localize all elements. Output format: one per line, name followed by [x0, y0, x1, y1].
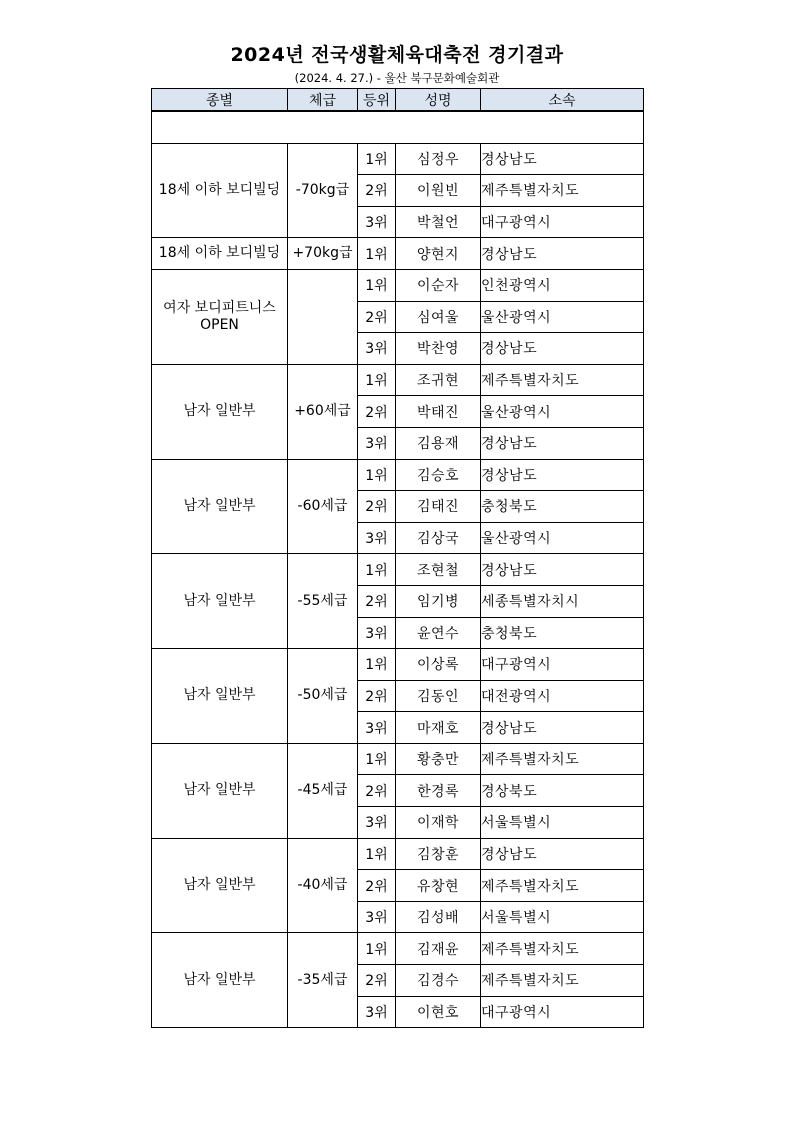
affiliation-cell: 경상남도: [481, 143, 644, 175]
class-cell: +70kg급: [288, 238, 358, 270]
name-cell: 양현지: [396, 238, 481, 270]
rank-cell: 3위: [358, 996, 396, 1028]
header-row: [152, 89, 644, 112]
results-table: [151, 88, 644, 1028]
name-cell: 박태진: [396, 396, 481, 428]
event-cell: 여자 보디피트니스 OPEN: [152, 269, 288, 364]
name-cell: 김승호: [396, 459, 481, 491]
event-cell: 남자 일반부: [152, 838, 288, 933]
table-row: [152, 649, 644, 681]
name-cell: 김용재: [396, 427, 481, 459]
affiliation-cell: 경상남도: [481, 427, 644, 459]
affiliation-cell: 세종특별자치시: [481, 585, 644, 617]
header-name: 성명: [396, 89, 481, 112]
event-cell: 18세 이하 보디빌딩: [152, 238, 288, 270]
event-cell: 남자 일반부: [152, 933, 288, 1028]
class-cell: -60세급: [288, 459, 358, 554]
name-cell: 김창훈: [396, 838, 481, 870]
table-row: [152, 143, 644, 175]
class-cell: -40세급: [288, 838, 358, 933]
rank-cell: 1위: [358, 364, 396, 396]
table-row: [152, 554, 644, 586]
affiliation-cell: 대구광역시: [481, 996, 644, 1028]
results-body: [152, 111, 644, 1028]
page-title: 2024년 전국생활체육대축전 경기결과: [230, 44, 564, 66]
name-cell: 이상록: [396, 649, 481, 681]
table-row: [152, 269, 644, 301]
table-row: [152, 459, 644, 491]
class-cell: [288, 269, 358, 364]
name-cell: 마재호: [396, 712, 481, 744]
affiliation-cell: 울산광역시: [481, 522, 644, 554]
affiliation-cell: 제주특별자치도: [481, 870, 644, 902]
rank-cell: 2위: [358, 870, 396, 902]
rank-cell: 2위: [358, 585, 396, 617]
affiliation-cell: 제주특별자치도: [481, 175, 644, 207]
affiliation-cell: 경상남도: [481, 838, 644, 870]
name-cell: 김성배: [396, 901, 481, 933]
table-row: [152, 933, 644, 965]
rank-cell: 1위: [358, 459, 396, 491]
spacer-row: [152, 111, 644, 143]
table-row: [152, 838, 644, 870]
class-cell: -50세급: [288, 649, 358, 744]
affiliation-cell: 경상남도: [481, 333, 644, 365]
affiliation-cell: 경상북도: [481, 775, 644, 807]
rank-cell: 1위: [358, 269, 396, 301]
class-cell: +60세급: [288, 364, 358, 459]
rank-cell: 3위: [358, 427, 396, 459]
affiliation-cell: 제주특별자치도: [481, 965, 644, 997]
class-cell: -70kg급: [288, 143, 358, 238]
affiliation-cell: 충청북도: [481, 617, 644, 649]
table-row: [152, 238, 644, 270]
affiliation-cell: 경상남도: [481, 712, 644, 744]
affiliation-cell: 경상남도: [481, 238, 644, 270]
affiliation-cell: 대구광역시: [481, 649, 644, 681]
event-cell: 남자 일반부: [152, 459, 288, 554]
rank-cell: 2위: [358, 680, 396, 712]
affiliation-cell: 대전광역시: [481, 680, 644, 712]
rank-cell: 3위: [358, 901, 396, 933]
rank-cell: 3위: [358, 712, 396, 744]
affiliation-cell: 제주특별자치도: [481, 364, 644, 396]
name-cell: 박철언: [396, 206, 481, 238]
name-cell: 이원빈: [396, 175, 481, 207]
rank-cell: 2위: [358, 301, 396, 333]
name-cell: 한경록: [396, 775, 481, 807]
affiliation-cell: 인천광역시: [481, 269, 644, 301]
table-row: [152, 743, 644, 775]
name-cell: 김상국: [396, 522, 481, 554]
event-cell: 18세 이하 보디빌딩: [152, 143, 288, 238]
header-rank: 등위: [358, 89, 396, 112]
rank-cell: 2위: [358, 491, 396, 523]
rank-cell: 1위: [358, 743, 396, 775]
name-cell: 김경수: [396, 965, 481, 997]
rank-cell: 3위: [358, 333, 396, 365]
name-cell: 임기병: [396, 585, 481, 617]
class-cell: -55세급: [288, 554, 358, 649]
rank-cell: 3위: [358, 807, 396, 839]
affiliation-cell: 울산광역시: [481, 301, 644, 333]
name-cell: 조귀현: [396, 364, 481, 396]
rank-cell: 3위: [358, 617, 396, 649]
class-cell: -45세급: [288, 743, 358, 838]
header-affiliation: 소속: [481, 89, 644, 112]
affiliation-cell: 경상남도: [481, 554, 644, 586]
table-row: [152, 364, 644, 396]
affiliation-cell: 대구광역시: [481, 206, 644, 238]
rank-cell: 3위: [358, 206, 396, 238]
name-cell: 윤연수: [396, 617, 481, 649]
name-cell: 김태진: [396, 491, 481, 523]
name-cell: 박찬영: [396, 333, 481, 365]
rank-cell: 3위: [358, 522, 396, 554]
name-cell: 심정우: [396, 143, 481, 175]
name-cell: 조현철: [396, 554, 481, 586]
affiliation-cell: 경상남도: [481, 459, 644, 491]
affiliation-cell: 울산광역시: [481, 396, 644, 428]
event-cell: 남자 일반부: [152, 554, 288, 649]
affiliation-cell: 서울특별시: [481, 901, 644, 933]
name-cell: 이순자: [396, 269, 481, 301]
rank-cell: 2위: [358, 175, 396, 207]
rank-cell: 1위: [358, 933, 396, 965]
name-cell: 김재윤: [396, 933, 481, 965]
name-cell: 유창현: [396, 870, 481, 902]
name-cell: 심여울: [396, 301, 481, 333]
rank-cell: 1위: [358, 238, 396, 270]
name-cell: 이현호: [396, 996, 481, 1028]
rank-cell: 2위: [358, 775, 396, 807]
affiliation-cell: 서울특별시: [481, 807, 644, 839]
rank-cell: 1위: [358, 649, 396, 681]
header-event: 종별: [152, 89, 288, 112]
name-cell: 김동인: [396, 680, 481, 712]
affiliation-cell: 충청북도: [481, 491, 644, 523]
rank-cell: 2위: [358, 965, 396, 997]
event-cell: 남자 일반부: [152, 743, 288, 838]
rank-cell: 1위: [358, 554, 396, 586]
event-cell: 남자 일반부: [152, 364, 288, 459]
name-cell: 이재학: [396, 807, 481, 839]
rank-cell: 1위: [358, 838, 396, 870]
name-cell: 황충만: [396, 743, 481, 775]
rank-cell: 2위: [358, 396, 396, 428]
class-cell: -35세급: [288, 933, 358, 1028]
page-subtitle: (2024. 4. 27.) - 울산 북구문화예술회관: [294, 71, 500, 85]
affiliation-cell: 제주특별자치도: [481, 933, 644, 965]
header-class: 체급: [288, 89, 358, 112]
rank-cell: 1위: [358, 143, 396, 175]
affiliation-cell: 제주특별자치도: [481, 743, 644, 775]
event-cell: 남자 일반부: [152, 649, 288, 744]
